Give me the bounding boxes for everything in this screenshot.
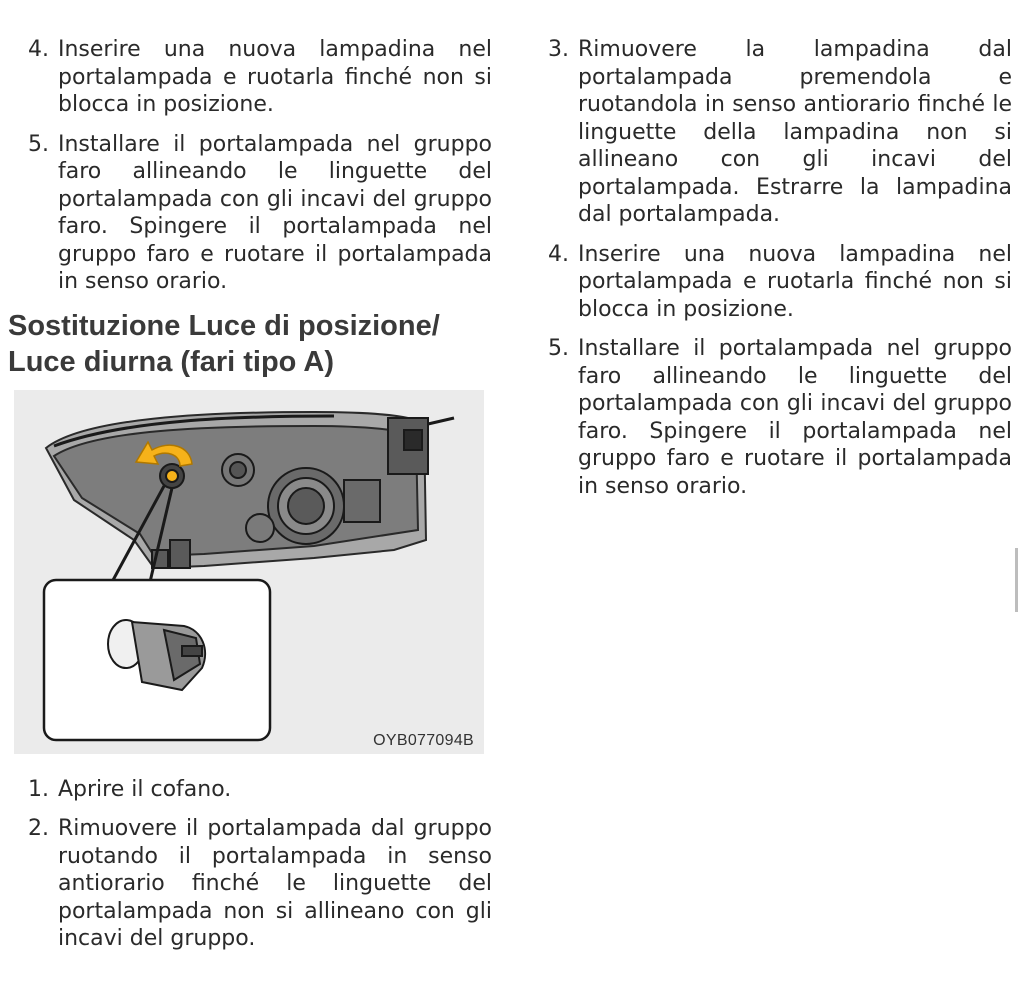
step-number: 5. xyxy=(548,336,569,361)
step-number: 4. xyxy=(548,241,569,267)
step-number: 1. xyxy=(28,776,49,802)
steps-list-top xyxy=(14,36,492,296)
step-text: Rimuovere il portalampada dal gruppo ruotando il portalampada in senso antiorario finché le linguette del portalampada non si allineano con gli incavi del gruppo. xyxy=(58,816,492,951)
step-item xyxy=(14,36,492,119)
step-text: Aprire il cofano. xyxy=(58,776,232,802)
step-number: 4. xyxy=(28,37,49,62)
step-item xyxy=(546,36,1012,229)
step-text: Inserire una nuova lampadina nel portalampada e ruotarla finché non si blocca in posizione. xyxy=(578,241,1012,322)
step-item xyxy=(14,131,492,296)
step-number: 3. xyxy=(548,37,569,62)
step-text: Installare il portalampada nel gruppo faro allineando le linguette del portalampada con gli incavi del gruppo faro. Spingere il portalampada nel gruppo faro e ruotare il portalampada in senso orario. xyxy=(58,131,492,294)
steps-list-right xyxy=(546,36,1012,500)
step-item xyxy=(546,335,1012,500)
left-column xyxy=(8,36,492,965)
headlamp-figure xyxy=(14,390,484,754)
right-column xyxy=(546,36,1012,512)
figure-code: OYB077094B xyxy=(373,731,474,749)
step-text: Inserire una nuova lampadina nel portalampada e ruotarla finché non si blocca in posizione. xyxy=(58,37,492,117)
step-text: Installare il portalampada nel gruppo faro allineando le linguette del portalampada con gli incavi del gruppo faro. Spingere il portalampada nel gruppo faro e ruotare il portalampada in senso orario. xyxy=(578,336,1012,499)
position-lamp-socket xyxy=(160,464,184,488)
section-title-line-2: Luce diurna (fari tipo A) xyxy=(8,345,334,378)
section-title-line-1: Sostituzione Luce di posizione/ xyxy=(8,309,440,342)
step-number: 5. xyxy=(28,131,49,157)
headlamp-illustration xyxy=(14,390,484,754)
step-number: 2. xyxy=(28,816,49,841)
step-item xyxy=(14,776,492,804)
section-title xyxy=(8,308,492,380)
step-item xyxy=(546,241,1012,324)
step-item xyxy=(14,815,492,953)
steps-list-bottom xyxy=(14,776,492,953)
step-text: Rimuovere la lampadina dal portalampada premendola e ruotandola in senso antiorario finché le linguette della lampadina non si allineano con gli incavi del portalampada. Estrarre la lampadina dal portalampada. xyxy=(578,37,1012,227)
